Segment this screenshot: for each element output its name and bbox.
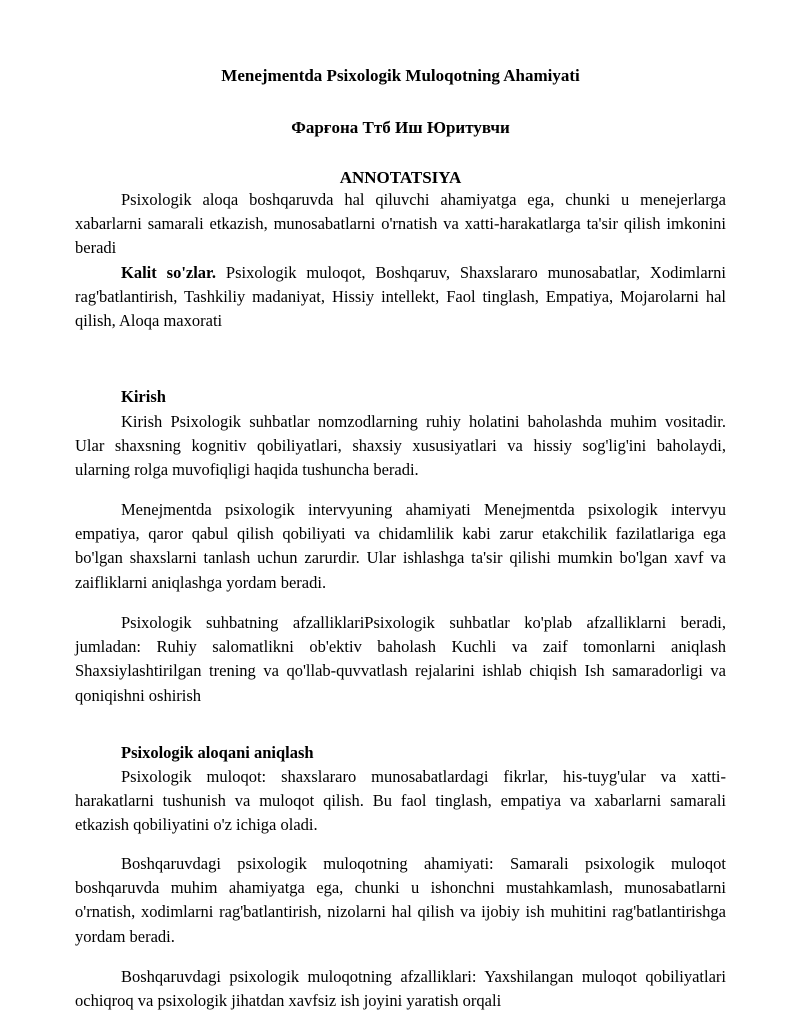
keywords-text: Psixologik muloqot, Boshqaruv, Shaxslararo munosabatlar, Xodimlarni rag'batlantirish, Tashkiliy madaniyat, Hissiy intellekt, Faol tinglash, Empatiya, Mojarolarni hal qilish, Aloqa maxorati: [75, 263, 726, 331]
section-paragraph: Psixologik suhbatning afzalliklariPsixologik suhbatlar ko'plab afzalliklarni beradi, jumladan: Ruhiy salomatlikni ob'ektiv baholash Kuchli va zaif tomonlarni aniqlash Shaxsiylashtirilgan trening va qo'llab-quvvatlash rejalarini ishlab chiqish Ish samaradorligi va qoniqishni oshirish: [75, 613, 726, 705]
annotation-paragraph: Psixologik aloqa boshqaruvda hal qiluvchi ahamiyatga ega, chunki u menejerlarga xabarlarni samarali etkazish, munosabatlarni o'rnatish va xatti-harakatlarga ta'sir qilish imkonini beradi: [75, 190, 726, 258]
section-paragraph: Kirish Psixologik suhbatlar nomzodlarning ruhiy holatini baholashda muhim vositadir. Ular shaxsning kognitiv qobiliyatlari, shaxsiy xususiyatlari va hissiy sog'lig'ini baholaydi, ularning rolga muvofiqligi haqida tushuncha beradi.: [75, 412, 726, 480]
document-title: Menejmentda Psixologik Muloqotning Ahamiyati: [221, 66, 580, 85]
keywords-paragraph: [75, 261, 726, 334]
section-paragraph: Menejmentda psixologik intervyuning ahamiyati Menejmentda psixologik intervyu empatiya, qaror qabul qilish qobiliyati va chidamlilik kabi zarur etakchilik fazilatlariga ega bo'lgan shaxslarni tanlash uchun zarurdir. Ular ishlashga ta'sir qilishi mumkin bo'lgan xavf va zaifliklarni aniqlashga yordam beradi.: [75, 500, 726, 592]
section-paragraph: Psixologik muloqot: shaxslararo munosabatlardagi fikrlar, his-tuyg'ular va xatti-harakatlarni tushunish va muloqot qilish. Bu faol tinglash, empatiya va xabarlarni samarali etkazish qobiliyatini o'z ichiga oladi.: [75, 767, 726, 835]
section-paragraph: Boshqaruvdagi psixologik muloqotning afzalliklari: Yaxshilangan muloqot qobiliyatlari ochiqroq va psixologik jihatdan xavfsiz ish joyini yaratish orqali: [75, 967, 726, 1011]
section-heading-kirish: Kirish: [121, 387, 166, 406]
document-author: Фарғона Ттб Иш Юритувчи: [291, 118, 510, 137]
keywords-label: Kalit so'zlar.: [121, 263, 216, 282]
section-paragraph: Boshqaruvdagi psixologik muloqotning ahamiyati: Samarali psixologik muloqot boshqaruvda muhim ahamiyatga ega, chunki u ishonchni mustahkamlash, munosabatlarni o'rnatish, xodimlarni rag'batlantirish, nizolarni hal qilish va ijobiy ish muhitini rag'batlantirishga yordam beradi.: [75, 854, 726, 946]
annotation-heading: ANNOTATSIYA: [339, 168, 462, 187]
section-heading-psixologik-aloqa: Psixologik aloqani aniqlash: [121, 743, 314, 762]
